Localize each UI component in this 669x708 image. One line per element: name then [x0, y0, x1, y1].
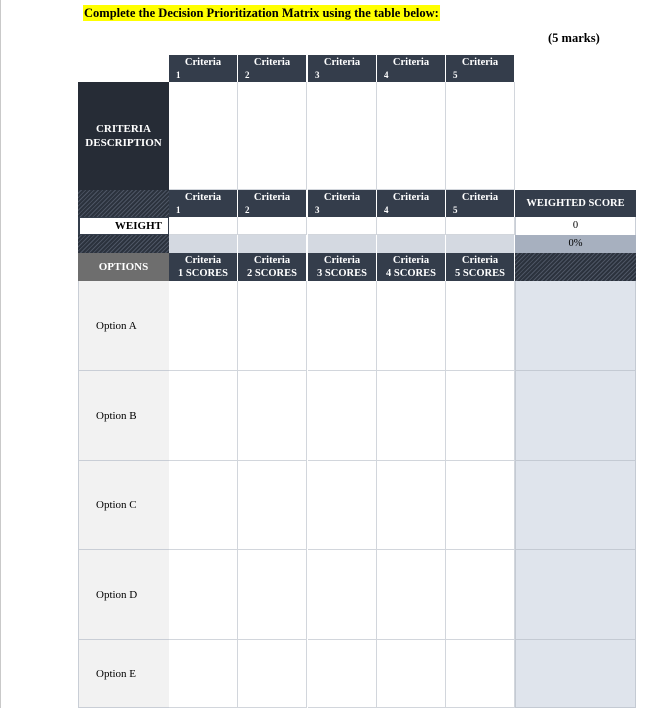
criteria-header-1	[169, 55, 238, 82]
scores-header-subtitle: 3 SCORES	[317, 268, 367, 279]
option-label-b: Option B	[78, 371, 169, 461]
score-cell[interactable]	[377, 640, 446, 708]
criteria-header-row2-3	[308, 190, 377, 217]
criteria-description-cell-5[interactable]	[446, 82, 515, 190]
options-header: OPTIONS	[78, 253, 169, 281]
scores-header-label: Criteria	[184, 255, 222, 266]
criteria-header-5	[446, 55, 515, 82]
score-cell[interactable]	[238, 640, 307, 708]
page-edge	[0, 0, 1, 708]
hatched-spacer-2	[78, 235, 169, 253]
score-cell[interactable]	[308, 371, 377, 461]
criteria-header-row2-4	[377, 190, 446, 217]
score-cell[interactable]	[238, 550, 307, 640]
criteria-header-label: Criteria	[253, 192, 291, 203]
weight-percent-cell-2	[238, 235, 307, 253]
scores-header-subtitle: 5 SCORES	[455, 268, 505, 279]
option-label-c: Option C	[78, 461, 169, 550]
score-cell[interactable]	[169, 461, 238, 550]
criteria-header-number: 1	[176, 70, 181, 80]
weighted-score-cell	[515, 640, 636, 708]
score-cell[interactable]	[238, 281, 307, 371]
scores-header-label: Criteria	[323, 255, 361, 266]
score-cell[interactable]	[308, 640, 377, 708]
criteria-scores-header-1	[169, 253, 238, 281]
criteria-header-number: 3	[315, 70, 320, 80]
weight-input-3[interactable]	[308, 217, 377, 235]
criteria-description-cell-2[interactable]	[238, 82, 307, 190]
criteria-header-label: Criteria	[184, 192, 222, 203]
score-cell[interactable]	[308, 550, 377, 640]
criteria-header-row2-5	[446, 190, 515, 217]
scores-header-label: Criteria	[461, 255, 499, 266]
weighted-score-total: 0	[515, 217, 636, 235]
weighted-score-cell	[515, 461, 636, 550]
weight-label: WEIGHT	[78, 217, 169, 235]
score-cell[interactable]	[377, 550, 446, 640]
criteria-header-number: 2	[245, 70, 250, 80]
scores-header-label: Criteria	[253, 255, 291, 266]
criteria-header-2	[238, 55, 307, 82]
weight-input-5[interactable]	[446, 217, 515, 235]
weighted-score-cell	[515, 550, 636, 640]
criteria-header-label: Criteria	[184, 57, 222, 68]
score-cell[interactable]	[377, 371, 446, 461]
score-cell[interactable]	[169, 550, 238, 640]
score-cell[interactable]	[238, 371, 307, 461]
criteria-header-number: 3	[315, 205, 320, 215]
score-cell[interactable]	[308, 281, 377, 371]
criteria-header-number: 4	[384, 70, 389, 80]
criteria-header-number: 4	[384, 205, 389, 215]
score-cell[interactable]	[446, 550, 515, 640]
instruction-title: Complete the Decision Prioritization Matrix using the table below:	[84, 6, 439, 20]
criteria-scores-header-4	[377, 253, 446, 281]
criteria-description-cell-3[interactable]	[308, 82, 377, 190]
criteria-scores-header-2	[238, 253, 307, 281]
weighted-score-cell	[515, 371, 636, 461]
weight-percent-cell-4	[377, 235, 446, 253]
criteria-description-label: CRITERIA DESCRIPTION	[78, 82, 169, 190]
weight-percent-cell-1	[169, 235, 238, 253]
criteria-header-number: 5	[453, 70, 458, 80]
criteria-header-label: Criteria	[323, 192, 361, 203]
criteria-description-cell-1[interactable]	[169, 82, 238, 190]
option-label-d: Option D	[78, 550, 169, 640]
score-cell[interactable]	[446, 371, 515, 461]
criteria-header-label: Criteria	[392, 57, 430, 68]
weighted-score-percent: 0%	[515, 235, 636, 253]
criteria-header-number: 5	[453, 205, 458, 215]
score-cell[interactable]	[238, 461, 307, 550]
weighted-score-header: WEIGHTED SCORE	[515, 190, 636, 217]
weight-input-4[interactable]	[377, 217, 446, 235]
criteria-header-label: Criteria	[461, 192, 499, 203]
weight-input-1[interactable]	[169, 217, 238, 235]
criteria-header-label: Criteria	[461, 57, 499, 68]
weight-input-2[interactable]	[238, 217, 307, 235]
score-cell[interactable]	[377, 461, 446, 550]
score-cell[interactable]	[308, 461, 377, 550]
hatched-weighted-header	[515, 253, 636, 281]
criteria-header-number: 2	[245, 205, 250, 215]
weighted-score-cell	[515, 281, 636, 371]
marks-label: (5 marks)	[548, 31, 600, 45]
criteria-header-4	[377, 55, 446, 82]
criteria-scores-header-5	[446, 253, 515, 281]
score-cell[interactable]	[446, 281, 515, 371]
scores-header-subtitle: 1 SCORES	[178, 268, 228, 279]
criteria-header-label: Criteria	[253, 57, 291, 68]
score-cell[interactable]	[169, 371, 238, 461]
criteria-scores-header-3	[308, 253, 377, 281]
weight-percent-cell-3	[308, 235, 377, 253]
score-cell[interactable]	[446, 640, 515, 708]
score-cell[interactable]	[446, 461, 515, 550]
criteria-header-label: Criteria	[392, 192, 430, 203]
scores-header-label: Criteria	[392, 255, 430, 266]
criteria-header-3	[308, 55, 377, 82]
criteria-header-number: 1	[176, 205, 181, 215]
score-cell[interactable]	[377, 281, 446, 371]
weight-percent-cell-5	[446, 235, 515, 253]
criteria-header-label: Criteria	[323, 57, 361, 68]
criteria-header-row2-1	[169, 190, 238, 217]
score-cell[interactable]	[169, 281, 238, 371]
criteria-header-row2-2	[238, 190, 307, 217]
scores-header-subtitle: 4 SCORES	[386, 268, 436, 279]
option-label-e: Option E	[78, 640, 169, 708]
hatched-spacer	[78, 190, 169, 217]
criteria-description-cell-4[interactable]	[377, 82, 446, 190]
score-cell[interactable]	[169, 640, 238, 708]
option-label-a: Option A	[78, 281, 169, 371]
scores-header-subtitle: 2 SCORES	[247, 268, 297, 279]
